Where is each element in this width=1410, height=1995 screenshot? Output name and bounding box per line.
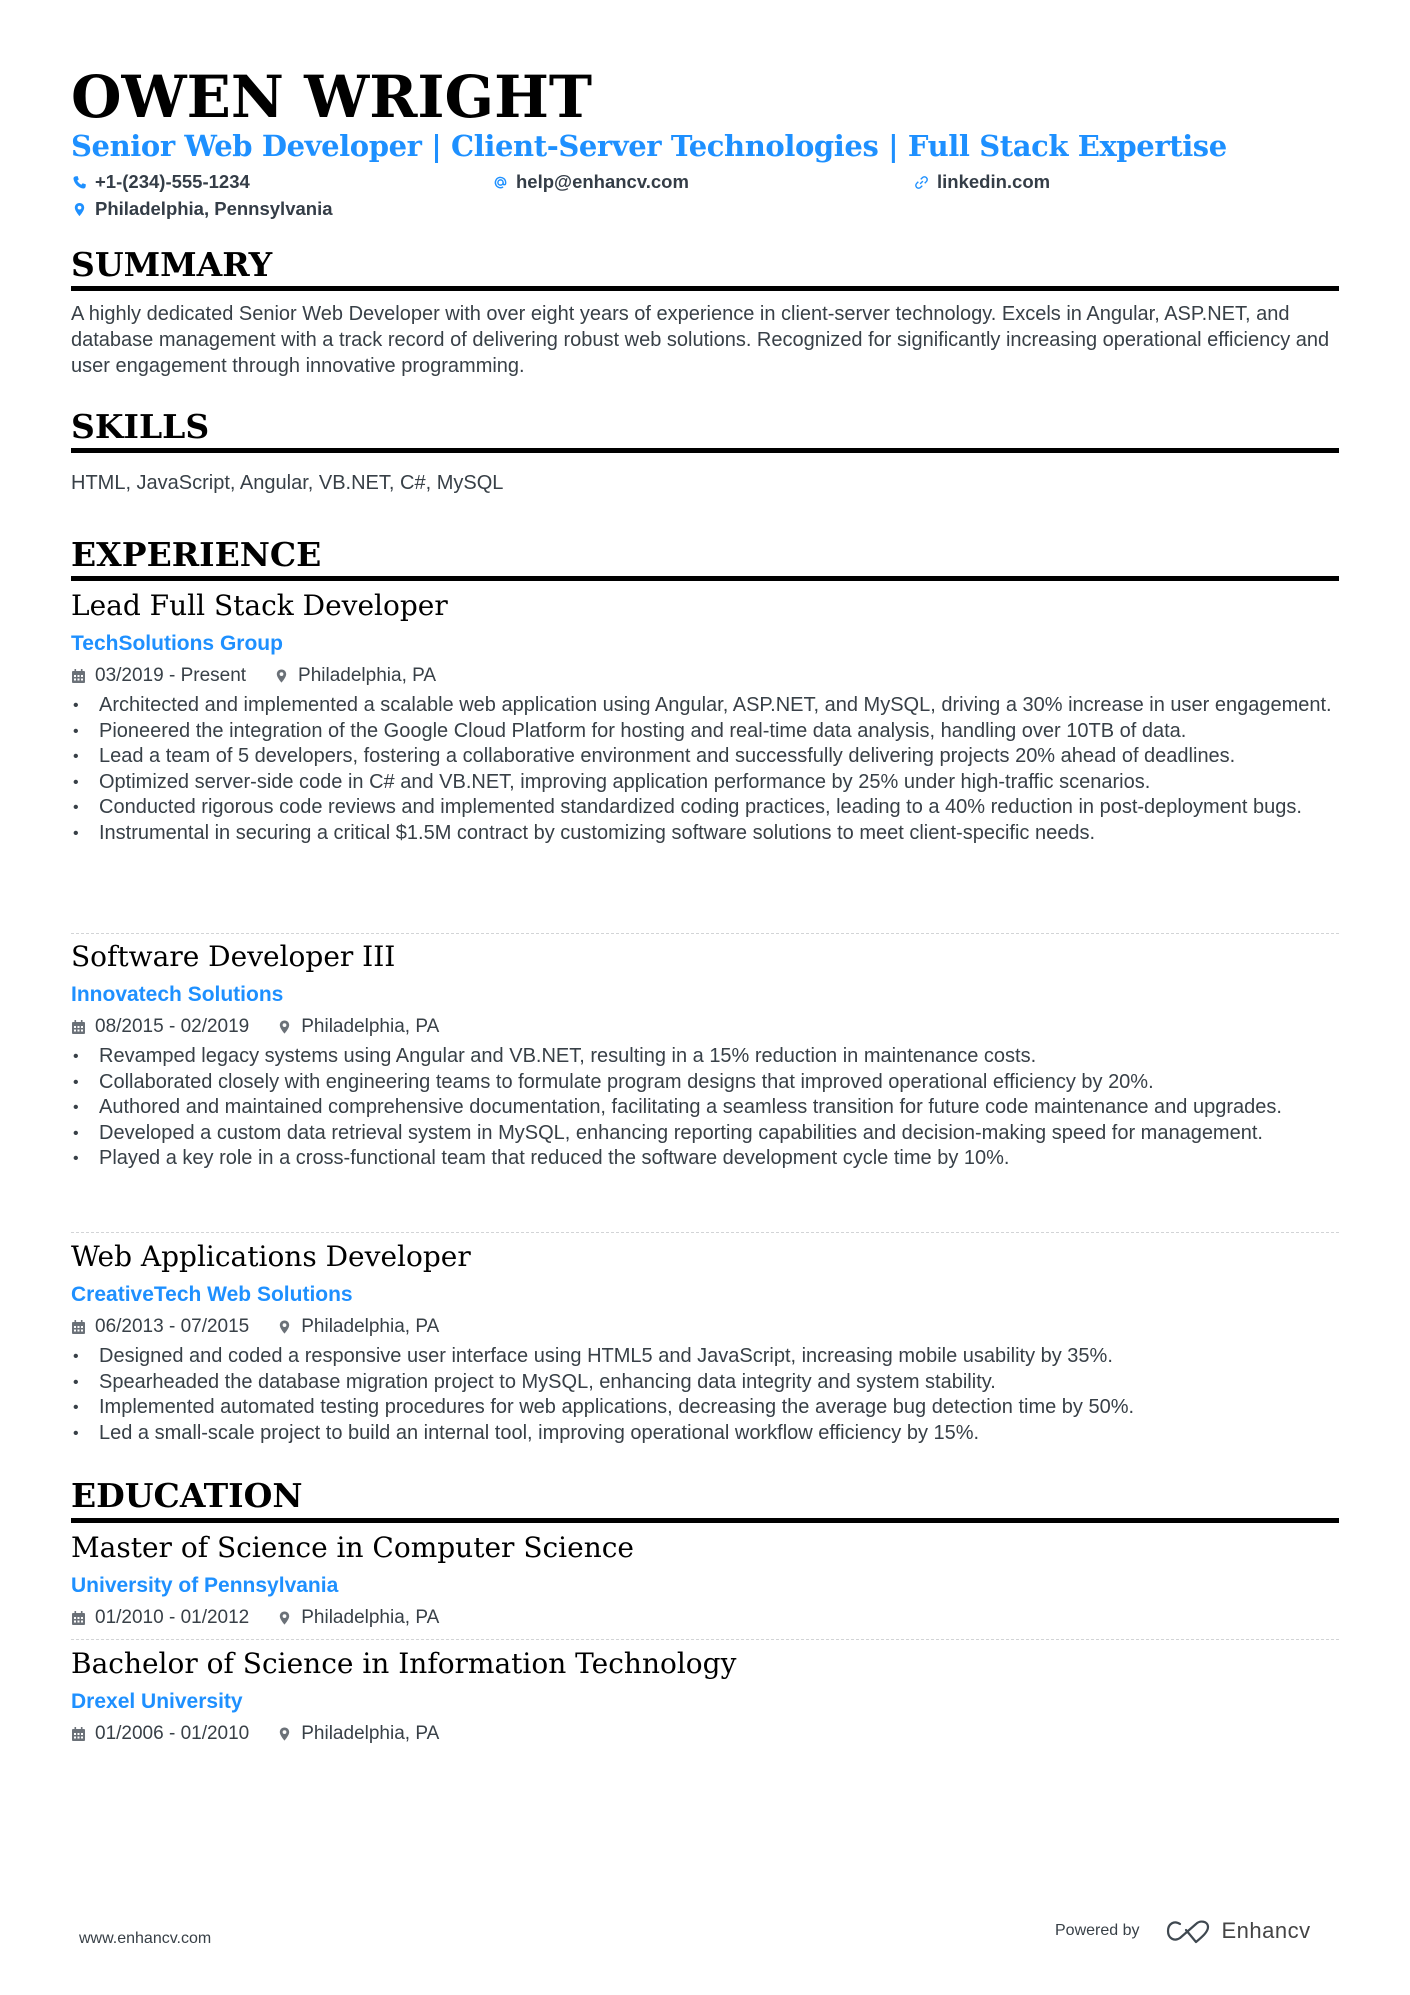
link-icon xyxy=(913,174,929,190)
section-rule xyxy=(71,448,1339,453)
linkedin-link[interactable]: linkedin.com xyxy=(937,171,1051,192)
brand-name: Enhancv xyxy=(1221,1918,1311,1943)
education-meta xyxy=(71,1606,439,1630)
job-bullets xyxy=(71,693,1339,847)
contact-phone xyxy=(71,170,250,194)
email-link[interactable]: help@enhancv.com xyxy=(516,171,689,192)
bullet-item: • Instrumental in securing a critical $1.5M contract by customizing software solutions to meet client-specific needs. xyxy=(71,821,1339,847)
job-title: Web Applications Developer xyxy=(71,1240,471,1273)
location-value: Philadelphia, Pennsylvania xyxy=(95,198,333,219)
candidate-name: OWEN WRIGHT xyxy=(71,63,593,131)
location-pin-icon xyxy=(277,1610,292,1626)
job-title: Lead Full Stack Developer xyxy=(71,589,448,622)
enhancv-logo-icon xyxy=(1166,1918,1214,1944)
job-location: Philadelphia, PA xyxy=(298,665,437,686)
bullet-item: • Authored and maintained comprehensive documentation, facilitating a seamless transition for future code maintenance and upgrades. xyxy=(71,1095,1339,1121)
contact-email[interactable] xyxy=(492,170,689,194)
education-degree: Master of Science in Computer Science xyxy=(71,1531,634,1564)
summary-text: A highly dedicated Senior Web Developer with over eight years of experience in client-server technology. Excels in Angular, ASP.NET, and database management with a track record of delivering robust web solutions. Recognized for significantly increasing operational efficiency and user engagement through innovative programming. xyxy=(71,303,1330,377)
bullet-item: • Spearheaded the database migration project to MySQL, enhancing data integrity and system stability. xyxy=(71,1370,1339,1396)
contact-linkedin[interactable] xyxy=(913,170,1050,194)
section-rule xyxy=(71,286,1339,291)
job-meta xyxy=(71,1315,439,1339)
footer-website-link[interactable]: www.enhancv.com xyxy=(79,1930,212,1947)
education-dates: 01/2006 - 01/2010 xyxy=(95,1723,250,1744)
bullet-item: • Led a small-scale project to build an internal tool, improving operational workflow efficiency by 15%. xyxy=(71,1421,1339,1447)
bullet-item: • Collaborated closely with engineering teams to formulate program designs that improved operational efficiency by 20%. xyxy=(71,1070,1339,1096)
job-bullets xyxy=(71,1044,1339,1172)
location-pin-icon xyxy=(71,201,87,217)
section-title-summary: SUMMARY xyxy=(71,245,273,284)
job-company: CreativeTech Web Solutions xyxy=(71,1283,353,1306)
bullet-item: • Pioneered the integration of the Google Cloud Platform for hosting and real-time data analysis, handling over 10TB of data. xyxy=(71,719,1339,745)
job-location: Philadelphia, PA xyxy=(301,1316,440,1337)
bullet-item: • Lead a team of 5 developers, fostering a collaborative environment and successfully delivering projects 20% ahead of deadlines. xyxy=(71,744,1339,770)
education-meta xyxy=(71,1722,439,1746)
calendar-icon xyxy=(71,1610,86,1626)
location-pin-icon xyxy=(277,1726,292,1742)
job-title: Software Developer III xyxy=(71,940,396,973)
job-dates: 06/2013 - 07/2015 xyxy=(95,1316,250,1337)
section-rule xyxy=(71,576,1339,581)
education-school: University of Pennsylvania xyxy=(71,1574,339,1597)
bullet-item: • Designed and coded a responsive user interface using HTML5 and JavaScript, increasing mobile usability by 35%. xyxy=(71,1344,1339,1370)
bullet-item: • Developed a custom data retrieval system in MySQL, enhancing reporting capabilities and decision-making speed for management. xyxy=(71,1121,1339,1147)
entry-divider xyxy=(71,1232,1339,1233)
location-pin-icon xyxy=(277,1319,292,1335)
job-dates: 08/2015 - 02/2019 xyxy=(95,1016,250,1037)
phone-value: +1-(234)-555-1234 xyxy=(95,171,250,192)
education-location: Philadelphia, PA xyxy=(301,1723,440,1744)
at-icon xyxy=(492,174,508,190)
calendar-icon xyxy=(71,1319,86,1335)
section-rule xyxy=(71,1518,1339,1523)
bullet-item: • Played a key role in a cross-functional team that reduced the software development cycle time by 10%. xyxy=(71,1146,1339,1172)
bullet-item: • Revamped legacy systems using Angular and VB.NET, resulting in a 15% reduction in maintenance costs. xyxy=(71,1044,1339,1070)
location-pin-icon xyxy=(277,1019,292,1035)
section-title-experience: EXPERIENCE xyxy=(71,535,322,574)
entry-divider xyxy=(71,1639,1339,1640)
job-bullets xyxy=(71,1344,1339,1446)
education-degree: Bachelor of Science in Information Technology xyxy=(71,1647,737,1680)
section-title-skills: SKILLS xyxy=(71,407,210,446)
job-meta xyxy=(71,664,436,688)
job-company: Innovatech Solutions xyxy=(71,983,284,1006)
job-meta xyxy=(71,1015,439,1039)
job-company: TechSolutions Group xyxy=(71,632,283,655)
calendar-icon xyxy=(71,668,86,684)
powered-by-label: Powered by xyxy=(1055,1922,1140,1939)
bullet-item: • Architected and implemented a scalable web application using Angular, ASP.NET, and MySQL, driving a 30% increase in user engagement. xyxy=(71,693,1339,719)
section-title-education: EDUCATION xyxy=(71,1476,303,1515)
phone-icon xyxy=(71,174,87,190)
bullet-item: • Conducted rigorous code reviews and implemented standardized coding practices, leading to a 40% reduction in post-deployment bugs. xyxy=(71,795,1339,821)
job-location: Philadelphia, PA xyxy=(301,1016,440,1037)
education-school: Drexel University xyxy=(71,1690,243,1713)
footer-powered-by[interactable] xyxy=(1055,1918,1311,1944)
education-dates: 01/2010 - 01/2012 xyxy=(95,1607,250,1628)
bullet-item: • Optimized server-side code in C# and VB.NET, improving application performance by 25% under high-traffic scenarios. xyxy=(71,770,1339,796)
entry-divider xyxy=(71,933,1339,934)
bullet-item: • Implemented automated testing procedures for web applications, decreasing the average bug detection time by 50%. xyxy=(71,1395,1339,1421)
candidate-headline: Senior Web Developer | Client-Server Technologies | Full Stack Expertise xyxy=(71,129,1227,163)
job-dates: 03/2019 - Present xyxy=(95,665,247,686)
calendar-icon xyxy=(71,1726,86,1742)
skills-text: HTML, JavaScript, Angular, VB.NET, C#, MySQL xyxy=(71,472,504,494)
location-pin-icon xyxy=(274,668,289,684)
calendar-icon xyxy=(71,1019,86,1035)
contact-location xyxy=(71,197,333,221)
education-location: Philadelphia, PA xyxy=(301,1607,440,1628)
